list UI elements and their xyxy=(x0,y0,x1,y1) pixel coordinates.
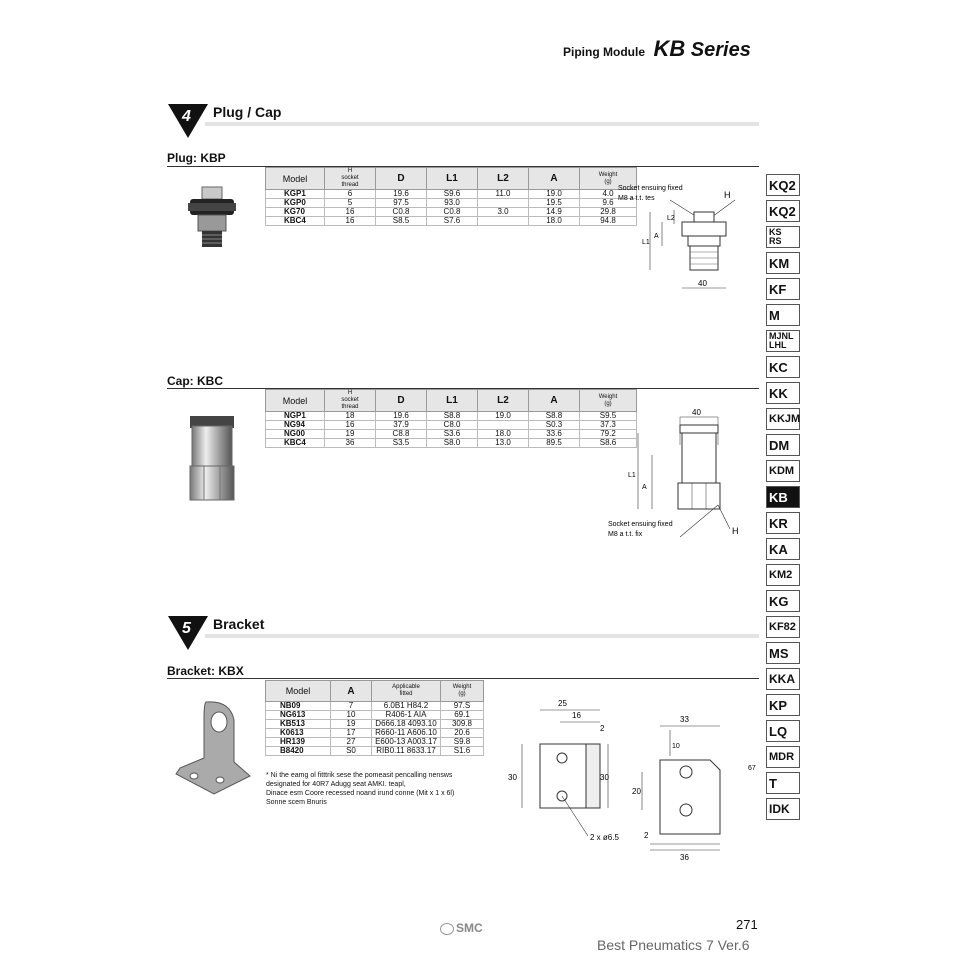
cell: C8.0 xyxy=(427,421,478,430)
plug-title: Plug: KBP xyxy=(167,151,226,165)
cell: NB09 xyxy=(266,702,331,711)
section4-title: Plug / Cap xyxy=(213,104,282,120)
cell: E600-13 A003.17 xyxy=(372,738,441,747)
cell: S1.6 xyxy=(441,747,484,756)
cell: 19.0 xyxy=(478,412,529,421)
cap-title: Cap: KBC xyxy=(167,374,223,388)
cap-drawing xyxy=(600,405,750,545)
cell: 79.2 xyxy=(580,430,637,439)
bracket-d2: 2 xyxy=(600,724,605,733)
cell: B8420 xyxy=(266,747,331,756)
cell: S8.0 xyxy=(427,439,478,448)
section4-number: 4 xyxy=(182,108,191,125)
cap-drawing-label1: Socket ensuing fixed xyxy=(608,521,673,528)
section4-badge xyxy=(168,104,208,138)
cap-header-model: Model xyxy=(266,390,325,412)
section4-rule xyxy=(205,122,759,126)
plug-drawing-label1: Socket ensuing fixed xyxy=(618,185,683,192)
cell: S9.5 xyxy=(580,412,637,421)
bracket-rule xyxy=(167,678,759,679)
page-number: 271 xyxy=(736,917,758,932)
cell: 18 xyxy=(325,412,376,421)
cell: S8.6 xyxy=(580,439,637,448)
bracket-d30b: 30 xyxy=(600,773,609,782)
cell: 9.6 xyxy=(580,199,637,208)
bracket-side-d2: 2 xyxy=(644,831,649,840)
tab-kf[interactable]: KF xyxy=(766,278,800,300)
cap-header-d: D xyxy=(376,390,427,412)
plug-drawing-h: H xyxy=(724,190,731,200)
cell: 19.0 xyxy=(529,190,580,199)
header-prefix: Piping Module xyxy=(563,45,645,59)
cell: KBC4 xyxy=(266,439,325,448)
cell: 36 xyxy=(325,439,376,448)
plug-header-h: H socket thread xyxy=(325,168,376,190)
tab-km2[interactable]: KM2 xyxy=(766,564,800,586)
cell: 19 xyxy=(325,430,376,439)
cell: 3.0 xyxy=(478,208,529,217)
tab-km[interactable]: KM xyxy=(766,252,800,274)
bracket-note: * Ni the eamg ol fitttrik sese the pomeasit pencalling nensws xyxy=(266,772,453,779)
bracket-note: Sonne scem Bnuris xyxy=(266,799,327,806)
cell: 33.6 xyxy=(529,430,580,439)
cell: KBC4 xyxy=(266,217,325,226)
cell: 27 xyxy=(331,738,372,747)
tab-kq2[interactable]: KQ2 xyxy=(766,174,800,196)
cell: 18.0 xyxy=(529,217,580,226)
footer-brand xyxy=(440,921,483,935)
table-row xyxy=(266,747,484,756)
cap-drawing-a: A xyxy=(642,484,647,491)
cell: S8.8 xyxy=(529,412,580,421)
bracket-note: designated for 40R7 Adugg seat AMKI. teapl, xyxy=(266,781,406,788)
cell: 29.8 xyxy=(580,208,637,217)
cell: 17 xyxy=(331,729,372,738)
cap-header-h: H socket thread xyxy=(325,390,376,412)
bracket-header-a: A xyxy=(331,681,372,702)
page-header xyxy=(563,36,751,62)
bracket-drawing-front xyxy=(500,696,630,846)
cell: 97.5 xyxy=(376,199,427,208)
cell: 11.0 xyxy=(478,190,529,199)
bracket-d25: 25 xyxy=(558,699,567,708)
tab-kc[interactable]: KC xyxy=(766,356,800,378)
cell: 7 xyxy=(331,702,372,711)
cell: NG94 xyxy=(266,421,325,430)
cell: S7.6 xyxy=(427,217,478,226)
cell: RIB0.11 8633.17 xyxy=(372,747,441,756)
cap-drawing-h: H xyxy=(732,526,739,536)
tab-ks-rs[interactable]: KS RS xyxy=(766,226,800,248)
cell: 5 xyxy=(325,199,376,208)
tab-kka[interactable]: KKA xyxy=(766,668,800,690)
tab-dm[interactable]: DM xyxy=(766,434,800,456)
cap-header-weight: Weight (g) xyxy=(580,390,637,412)
cell: 69.1 xyxy=(441,711,484,720)
tab-kb[interactable]: KB xyxy=(766,486,800,508)
cell: D666.18 4093.10 xyxy=(372,720,441,729)
plug-header-d: D xyxy=(376,168,427,190)
cell: NGP1 xyxy=(266,412,325,421)
plug-header-l1: L1 xyxy=(427,168,478,190)
plug-header-weight: Weight (g) xyxy=(580,168,637,190)
tab-ka[interactable]: KA xyxy=(766,538,800,560)
cell: HR139 xyxy=(266,738,331,747)
cell: S9.8 xyxy=(441,738,484,747)
cell: 16 xyxy=(325,421,376,430)
plug-header-a: A xyxy=(529,168,580,190)
cell: KB513 xyxy=(266,720,331,729)
bracket-holes: 2 x ø6.5 xyxy=(590,833,619,842)
tab-mdr[interactable]: MDR xyxy=(766,746,800,768)
bracket-d33: 33 xyxy=(680,715,689,724)
cell: 19.6 xyxy=(376,190,427,199)
table-row xyxy=(266,439,637,448)
footer-edition: Best Pneumatics 7 Ver.6 xyxy=(597,937,750,953)
bracket-d67: 67 xyxy=(748,765,756,772)
plug-table xyxy=(265,167,637,226)
plug-header-model: Model xyxy=(266,168,325,190)
cell: 10 xyxy=(331,711,372,720)
cell: S8.5 xyxy=(376,217,427,226)
tab-ms[interactable]: MS xyxy=(766,642,800,664)
plug-drawing-dim: 40 xyxy=(698,279,707,288)
cap-header-l1: L1 xyxy=(427,390,478,412)
tab-kg[interactable]: KG xyxy=(766,590,800,612)
cap-drawing-l1: L1 xyxy=(628,472,636,479)
cell: 309.8 xyxy=(441,720,484,729)
bracket-title: Bracket: KBX xyxy=(167,664,244,678)
section5-title: Bracket xyxy=(213,616,265,632)
bracket-d20: 20 xyxy=(632,787,641,796)
plug-drawing xyxy=(610,180,750,295)
cell: 18.0 xyxy=(478,430,529,439)
bracket-d16: 16 xyxy=(572,711,581,720)
plug-drawing-label2: M8 a t.t. tes xyxy=(618,195,655,202)
cell: 37.3 xyxy=(580,421,637,430)
cell: 6.0B1 H84.2 xyxy=(372,702,441,711)
bracket-table xyxy=(265,680,484,756)
cell: 4.0 xyxy=(580,190,637,199)
header-series-code: KB xyxy=(653,36,686,61)
bracket-d30a: 30 xyxy=(508,773,517,782)
cell: K0613 xyxy=(266,729,331,738)
cell: KGP1 xyxy=(266,190,325,199)
cell: KGP0 xyxy=(266,199,325,208)
cell: C8.8 xyxy=(376,430,427,439)
cell: S3.5 xyxy=(376,439,427,448)
cell: NG613 xyxy=(266,711,331,720)
section5-number: 5 xyxy=(182,620,191,637)
tab-kkjm[interactable]: KKJM xyxy=(766,408,800,430)
cell: KG70 xyxy=(266,208,325,217)
bracket-header-weight: Weight (g) xyxy=(441,681,484,702)
cap-header-a: A xyxy=(529,390,580,412)
tab-kp[interactable]: KP xyxy=(766,694,800,716)
cell: S9.6 xyxy=(427,190,478,199)
section5-rule xyxy=(205,634,759,638)
bracket-drawing-side xyxy=(630,710,760,870)
cap-drawing-label2: M8 a t.t. fix xyxy=(608,531,643,538)
cell: S0.3 xyxy=(529,421,580,430)
tab-kq2-b[interactable]: KQ2 xyxy=(766,200,800,222)
cell: 19 xyxy=(331,720,372,729)
tab-lq[interactable]: LQ xyxy=(766,720,800,742)
tab-kk[interactable]: KK xyxy=(766,382,800,404)
cell: 16 xyxy=(325,217,376,226)
tab-kr[interactable]: KR xyxy=(766,512,800,534)
cell: 13.0 xyxy=(478,439,529,448)
cell: 19.5 xyxy=(529,199,580,208)
cap-photo xyxy=(186,412,238,504)
bracket-note: Dinace esm Coore recessed noand irund conne (Mit x 1 x 6l) xyxy=(266,790,455,797)
table-row xyxy=(266,217,637,226)
bracket-notes xyxy=(266,771,516,807)
cell: 89.5 xyxy=(529,439,580,448)
bracket-header-model: Model xyxy=(266,681,331,702)
plug-photo xyxy=(182,183,242,253)
cell: 94.8 xyxy=(580,217,637,226)
cell: R406-1 AIA xyxy=(372,711,441,720)
cell: 37.9 xyxy=(376,421,427,430)
cell: S8.8 xyxy=(427,412,478,421)
cell: S3.6 xyxy=(427,430,478,439)
plug-drawing-l2: L2 xyxy=(667,215,675,222)
cell: NG00 xyxy=(266,430,325,439)
plug-header-l2: L2 xyxy=(478,168,529,190)
cap-header-l2: L2 xyxy=(478,390,529,412)
cap-drawing-dim: 40 xyxy=(692,408,701,417)
cell: 6 xyxy=(325,190,376,199)
cell xyxy=(478,217,529,226)
tab-t[interactable]: T xyxy=(766,772,800,794)
footer-brand-text: SMC xyxy=(456,921,483,935)
cell: 19.6 xyxy=(376,412,427,421)
cell: R660-11 A606.10 xyxy=(372,729,441,738)
tab-idk[interactable]: IDK xyxy=(766,798,800,820)
section5-badge xyxy=(168,616,208,650)
cell: 97.S xyxy=(441,702,484,711)
bracket-photo xyxy=(172,696,252,796)
bracket-header-fitted: Applicable fitted xyxy=(372,681,441,702)
cell: C0.8 xyxy=(427,208,478,217)
plug-drawing-a: A xyxy=(654,233,659,240)
tab-mjnl[interactable]: MJNL LHL xyxy=(766,330,800,352)
header-series-word: Series xyxy=(690,39,751,61)
cell: 20.6 xyxy=(441,729,484,738)
cap-table xyxy=(265,389,637,448)
tab-kf82[interactable]: KF82 xyxy=(766,616,800,638)
cell: 93.0 xyxy=(427,199,478,208)
tab-kdm[interactable]: KDM xyxy=(766,460,800,482)
cell: 16 xyxy=(325,208,376,217)
cell: 14.9 xyxy=(529,208,580,217)
tab-m[interactable]: M xyxy=(766,304,800,326)
plug-drawing-l1: L1 xyxy=(642,239,650,246)
smc-logo-icon xyxy=(440,923,454,935)
cell: C0.8 xyxy=(376,208,427,217)
bracket-d10: 10 xyxy=(672,743,680,750)
cell: S0 xyxy=(331,747,372,756)
bracket-d36: 36 xyxy=(680,853,689,862)
